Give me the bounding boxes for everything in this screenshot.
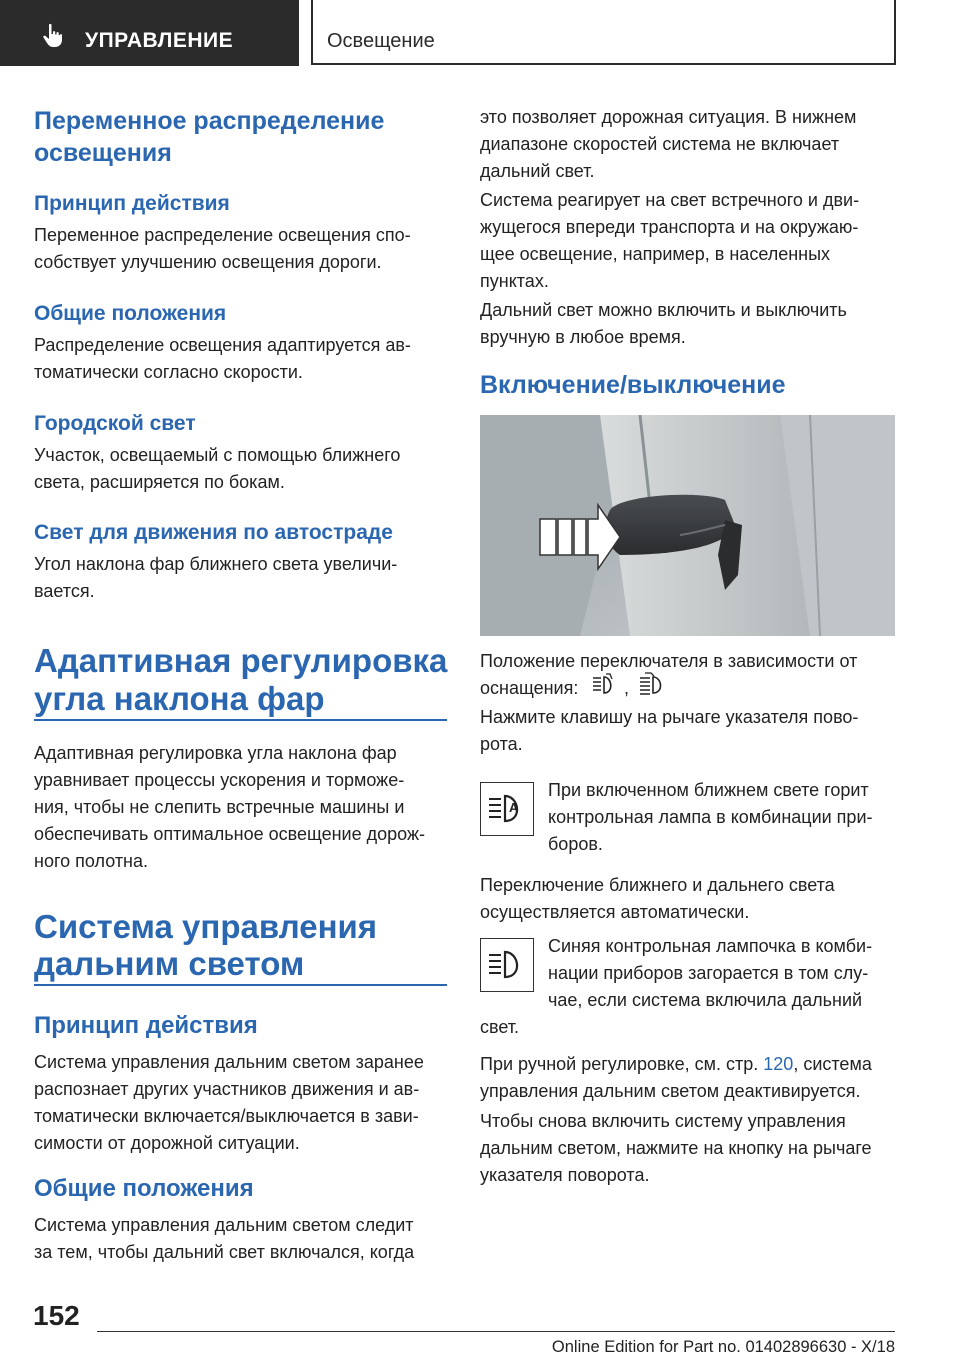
icon-separator: , <box>624 678 630 698</box>
paragraph-line: дальний свет. <box>480 161 595 181</box>
section-label: УПРАВЛЕНИЕ <box>85 29 234 52</box>
paragraph-line: ного полотна. <box>34 851 149 871</box>
heading-high-beam-l1: Система управления <box>34 908 378 945</box>
paragraph-line: щее освещение, например, в населенных <box>480 244 831 264</box>
text-span: При ручной регулировке, см. стр. <box>480 1054 759 1074</box>
paragraph-line: вается. <box>34 581 95 601</box>
stalk-switch-photo <box>480 415 895 636</box>
subheading-city-light: Городской свет <box>34 412 196 435</box>
auto-high-beam-indicator-icon <box>481 783 532 834</box>
paragraph-line: Переменное распределение освещения спо- <box>34 225 411 245</box>
edition-footer: Online Edition for Part no. 01402896630 - X/18 <box>551 1338 895 1356</box>
paragraph-line: чае, если система включила дальний <box>548 990 863 1010</box>
paragraph-line: Положение переключателя в зависимости от <box>480 651 858 671</box>
paragraph-line: нации приборов загорается в том слу- <box>548 963 869 983</box>
subheading-general: Общие положения <box>34 302 227 325</box>
paragraph-line: света, расширяется по бокам. <box>34 472 285 492</box>
paragraph-line: Адаптивная регулировка угла наклона фар <box>34 743 397 763</box>
paragraph-line: Нажмите клавишу на рычаге указателя пово- <box>480 707 859 727</box>
high-beam-assist-icon <box>590 672 616 698</box>
paragraph-line: уравнивает процессы ускорения и торможе- <box>34 770 405 790</box>
heading-adaptive-l2: угла наклона фар <box>34 680 325 717</box>
paragraph-line: собствует улучшению освещения дороги. <box>34 252 382 272</box>
paragraph-line: Система управления дальним светом заранее <box>34 1052 424 1072</box>
paragraph-line: Чтобы снова включить систему управления <box>480 1111 846 1131</box>
paragraph-line: При включенном ближнем свете горит <box>548 780 869 800</box>
subheading-highway-light: Свет для движения по автостраде <box>34 521 393 544</box>
heading-variable-light-l2: освещения <box>34 139 172 167</box>
paragraph-line: томатически включается/выключается в зави- <box>34 1106 419 1126</box>
high-beam-indicator-icon <box>481 939 532 990</box>
topic-tab <box>311 0 896 65</box>
hand-pointer-icon <box>40 22 66 48</box>
page-number: 152 <box>33 1300 80 1331</box>
indicator-lamp-box <box>480 782 534 836</box>
paragraph-line: указателя поворота. <box>480 1165 650 1185</box>
paragraph-line: дальним светом, нажмите на кнопку на рычаге <box>480 1138 872 1158</box>
paragraph-line <box>480 1051 872 1078</box>
subheading-principle: Принцип действия <box>34 192 230 215</box>
paragraph-line: Дальний свет можно включить и выключить <box>480 300 847 320</box>
heading-rule <box>34 984 447 986</box>
heading-adaptive-l1: Адаптивная регулировка <box>34 642 448 679</box>
paragraph-line: Участок, освещаемый с помощью ближнего <box>34 445 401 465</box>
paragraph-line: распознает других участников движения и ав- <box>34 1079 420 1099</box>
page-reference-link[interactable]: 120 <box>763 1054 794 1074</box>
paragraph-line: Система реагирует на свет встречного и дви- <box>480 190 860 210</box>
svg-text:A: A <box>509 800 519 815</box>
topic-label: Освещение <box>327 30 435 52</box>
paragraph-line: Переключение ближнего и дальнего света <box>480 875 835 895</box>
paragraph-line: оснащения: <box>480 678 579 698</box>
subheading-principle: Принцип действия <box>34 1012 258 1039</box>
paragraph-line: обеспечивать оптимальное освещение дорож- <box>34 824 425 844</box>
paragraph-line: Угол наклона фар ближнего света увеличи- <box>34 554 398 574</box>
paragraph-line: вручную в любое время. <box>480 327 686 347</box>
paragraph-line: Синяя контрольная лампочка в комби- <box>548 936 873 956</box>
page-header <box>0 0 960 66</box>
paragraph-line: контрольная лампа в комбинации при- <box>548 807 873 827</box>
paragraph-line: это позволяет дорожная ситуация. В нижнем <box>480 107 857 127</box>
paragraph-line: боров. <box>548 834 603 854</box>
paragraph-line: рота. <box>480 734 523 754</box>
paragraph-line: томатически согласно скорости. <box>34 362 303 382</box>
indicator-lamp-box <box>480 938 534 992</box>
paragraph-line: Распределение освещения адаптируется ав- <box>34 335 411 355</box>
paragraph-line: Система управления дальним светом следит <box>34 1215 414 1235</box>
paragraph-line: диапазоне скоростей система не включает <box>480 134 840 154</box>
heading-variable-light-l1: Переменное распределение <box>34 107 385 135</box>
footer-divider <box>97 1331 895 1332</box>
paragraph-line: управления дальним светом деактивируется. <box>480 1081 861 1101</box>
high-beam-assist-alt-icon <box>638 672 668 698</box>
paragraph-line: за тем, чтобы дальний свет включался, когда <box>34 1242 415 1262</box>
paragraph-line: свет. <box>480 1017 520 1037</box>
paragraph-line: симости от дорожной ситуации. <box>34 1133 300 1153</box>
heading-rule <box>34 719 447 721</box>
paragraph-line: пунктах. <box>480 271 549 291</box>
paragraph-line: осуществляется автоматически. <box>480 902 750 922</box>
paragraph-line: жущегося впереди транспорта и на окружаю- <box>480 217 859 237</box>
subheading-general: Общие положения <box>34 1175 254 1202</box>
heading-high-beam-l2: дальним светом <box>34 945 305 982</box>
paragraph-line: ния, чтобы не слепить встречные машины и <box>34 797 405 817</box>
text-span: , система <box>793 1054 872 1074</box>
heading-on-off: Включение/выключение <box>480 371 786 399</box>
section-tab <box>0 0 299 66</box>
